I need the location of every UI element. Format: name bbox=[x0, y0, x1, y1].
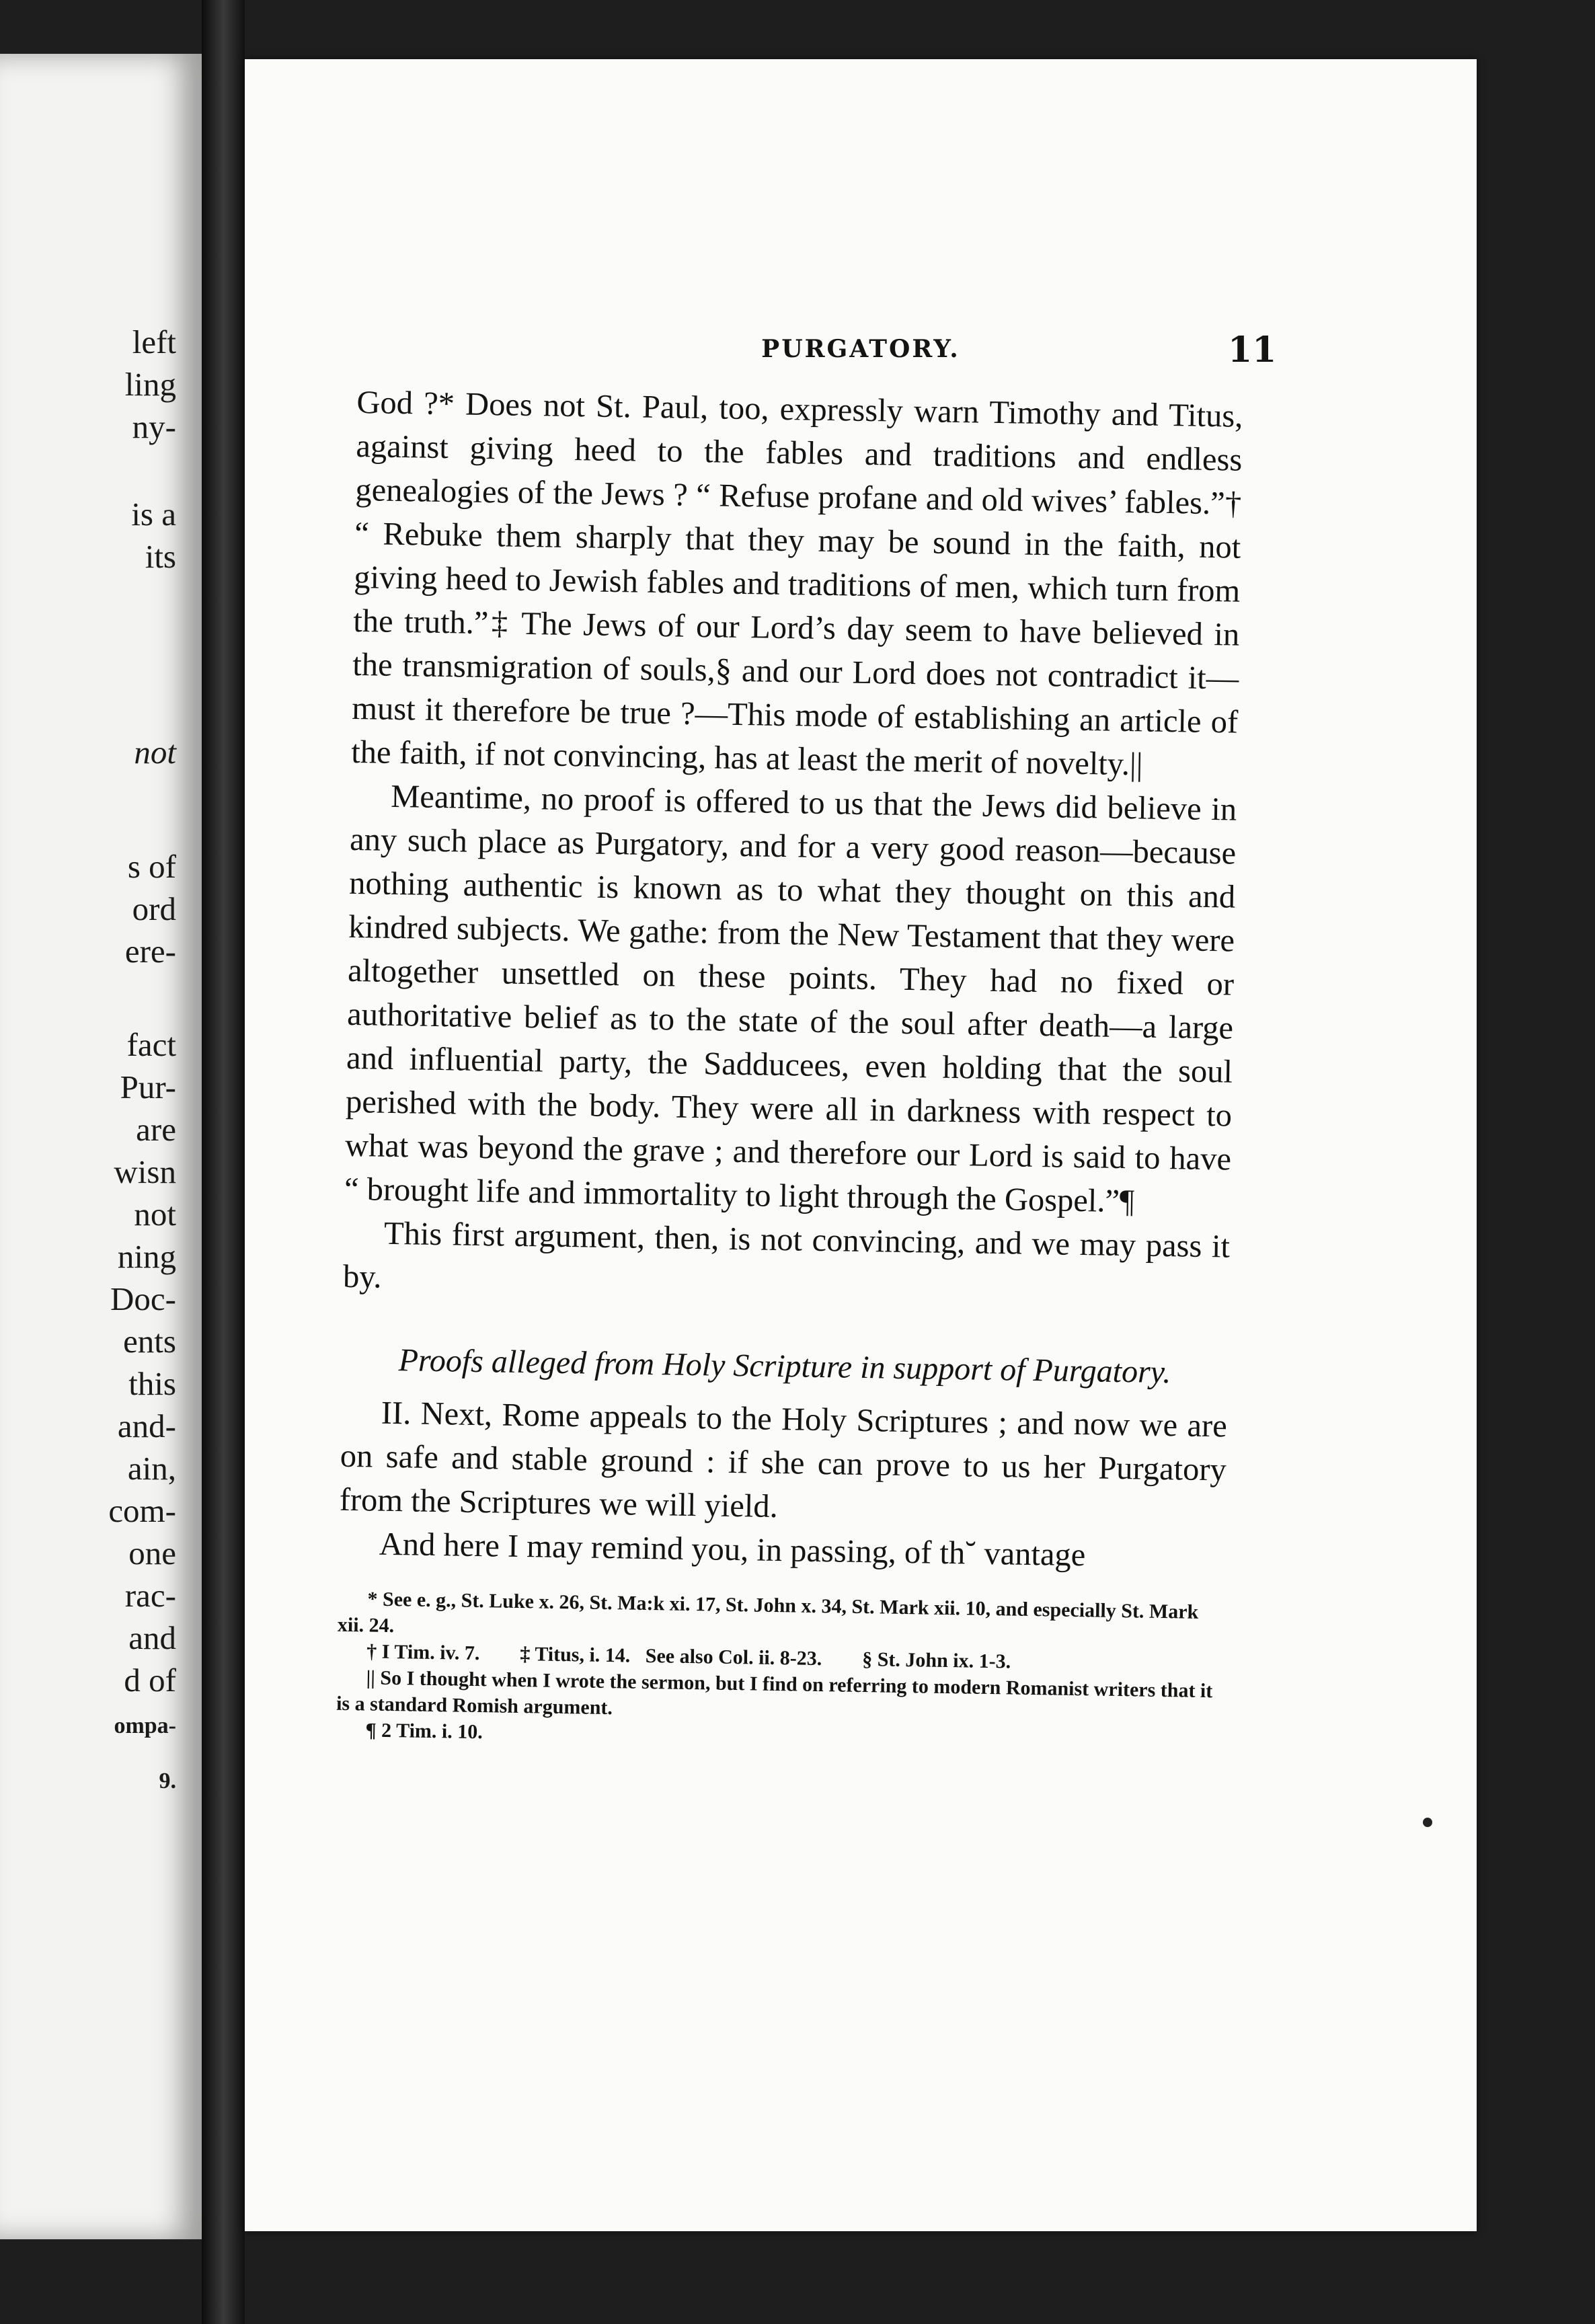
footnote: || So I thought when I wrote the sermon, but I find on referring to modern Romanist writers that it is a standard Romish argument. bbox=[336, 1666, 1213, 1719]
facing-page-text-fragment: com- bbox=[108, 1492, 176, 1529]
facing-page-text-fragment: not bbox=[134, 1196, 176, 1233]
facing-page-text-fragment: and- bbox=[117, 1407, 176, 1444]
footnote: * See e. g., St. Luke x. 26, St. Ma:k xi. 17, St. John x. 34, St. Mark xii. 10, and especially St. Mark xii. 24. bbox=[337, 1588, 1199, 1637]
facing-page-text-fragment: is a bbox=[131, 496, 176, 533]
facing-page-text-fragment: ompa- bbox=[114, 1713, 176, 1738]
page-speck bbox=[1423, 1818, 1432, 1827]
facing-page-text-fragment: and bbox=[128, 1619, 176, 1656]
facing-page-text-fragment: ord bbox=[132, 890, 176, 927]
section-heading: Proofs alleged from Holy Scripture in support of Purgatory. bbox=[398, 1342, 1171, 1391]
facing-page-text-fragment: 9. bbox=[159, 1769, 176, 1793]
facing-page-text-fragment: are bbox=[136, 1111, 176, 1148]
facing-page-text-fragment: ny- bbox=[132, 408, 176, 445]
facing-page-text-fragment: left bbox=[132, 323, 176, 360]
running-head: PURGATORY. bbox=[761, 335, 960, 363]
paragraph: II. Next, Rome appeals to the Holy Scriptures ; and now we are on safe and stable ground : if she can prove to us her Purgatory from the Scriptures we will yield. bbox=[339, 1395, 1228, 1525]
facing-page-text-fragment: its bbox=[145, 538, 176, 575]
book-gutter bbox=[202, 0, 245, 2324]
footnote: ¶ 2 Tim. i. 10. bbox=[365, 1719, 483, 1744]
facing-page-text-fragment: one bbox=[128, 1535, 176, 1572]
facing-page-text-fragment: d of bbox=[124, 1662, 176, 1699]
facing-page-text-fragment: this bbox=[128, 1365, 176, 1402]
footnote: † I Tim. iv. 7. ‡ Titus, i. 14. See also Col. ii. 8-23. § St. John ix. 1-3. bbox=[366, 1640, 1011, 1673]
facing-page-text-fragment: s of bbox=[127, 848, 176, 885]
facing-page-text-fragment: not bbox=[134, 734, 176, 771]
facing-page-text-fragment: ning bbox=[117, 1238, 176, 1275]
footnotes bbox=[336, 1586, 1224, 1757]
paragraph: And here I may remind you, in passing, of th˘ vantage bbox=[379, 1526, 1086, 1574]
facing-page bbox=[0, 54, 202, 2239]
book-page bbox=[245, 59, 1477, 2231]
facing-page-text-fragment: Doc- bbox=[110, 1280, 176, 1317]
facing-page-text-fragment: ain, bbox=[127, 1450, 176, 1487]
page-number: 11 bbox=[1228, 330, 1277, 371]
paragraph: Meantime, no proof is offered to us that the Jews did believe in any such place as Purgatory, and for a very good reason—because nothing authentic is known as to what they thought on this and kindred subjects. We gathe: from the New Testament that they were altogether unsettled on these points. They had no fixed or authoritative belief as to the state of the soul after death—a large and influential party, the Sadducees, even holding that the soul perished with the body. They were all in darkness with respect to what was beyond the grave ; and therefore our Lord is said to have “ brought life and immortality to light through the Gospel.”¶ bbox=[344, 778, 1237, 1220]
facing-page-text-fragment: fact bbox=[126, 1026, 176, 1063]
facing-page-text-fragment: ling bbox=[124, 366, 176, 403]
paragraph: God ?* Does not St. Paul, too, expressly warn Timothy and Titus, against giving heed to the fables and traditions and endless genealogies of the Jews ? “ Refuse profane and old wives’ fables.”† “ Rebuke them sharply that they may be sound in the faith, not giving heed to Jewish fables and traditions of men, which turn from the truth.”‡ The Jews of our Lord’s day seem to have believed in the transmigration of souls,§ and our Lord does not contradict it—must it therefore be true ?—This mode of establishing an article of the faith, if not convincing, has at least the merit of novelty.|| bbox=[350, 384, 1243, 783]
paragraph: This first argument, then, is not convincing, and we may pass it by. bbox=[342, 1215, 1231, 1295]
facing-page-text-fragment: wisn bbox=[114, 1153, 176, 1190]
facing-page-text-fragment: Pur- bbox=[120, 1069, 176, 1106]
body-text bbox=[336, 381, 1243, 1756]
facing-page-text-fragment: ents bbox=[123, 1323, 176, 1360]
facing-page-text-fragment: ere- bbox=[124, 933, 176, 970]
facing-page-text-fragment: rac- bbox=[124, 1577, 176, 1614]
